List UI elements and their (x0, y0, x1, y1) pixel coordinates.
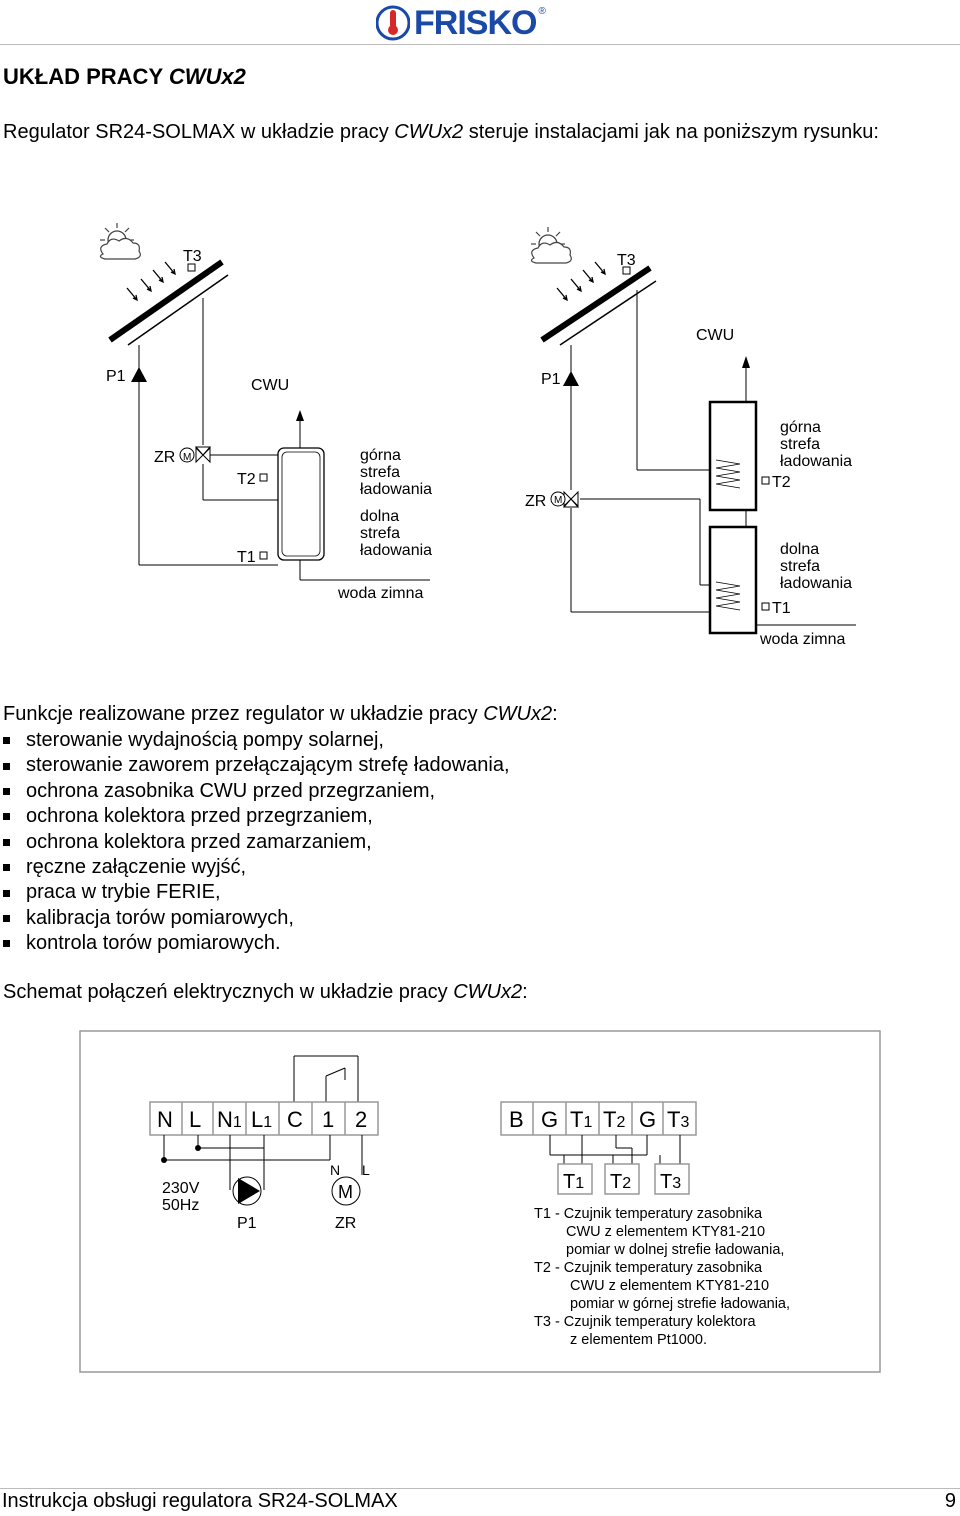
lower-tank (710, 527, 756, 633)
label-t1: T1 (237, 549, 256, 566)
junction-dot (195, 1145, 201, 1151)
supply-label: 230V 50Hz (162, 1180, 200, 1214)
schematic-intro-a: Schemat połączeń elektrycznych w układzie pracy (3, 981, 454, 1003)
functions-intro-a: Funkcje realizowane przez regulator w układzie pracy (3, 703, 484, 725)
sensor-box-t2: T2 (610, 1171, 632, 1193)
pump-p1-symbol (233, 1177, 261, 1205)
bullet-square-icon (3, 737, 10, 744)
title-mode: CWUx2 (168, 64, 246, 89)
label-m: M (183, 452, 192, 463)
sensor-box-t1: T1 (563, 1171, 585, 1193)
schematic-intro-mode: CWUx2 (453, 981, 523, 1003)
functions-list (0, 728, 510, 957)
pump-p1-icon (131, 367, 147, 382)
upper-zone-label: górna strefa ładowania (360, 447, 433, 498)
bullet-square-icon (3, 915, 10, 922)
upper-tank (710, 402, 756, 510)
pump-label: P1 (237, 1215, 257, 1232)
list-item: ochrona kolektora przed zamarzaniem, (0, 830, 510, 855)
page-title (3, 64, 246, 90)
sun-icon (531, 227, 571, 263)
functions-intro-b: : (552, 703, 558, 725)
diagram-1 (100, 223, 432, 602)
valve-n-label: N (330, 1162, 341, 1178)
brand-logo (376, 4, 546, 42)
solar-rays-icon (557, 262, 605, 300)
list-item: ochrona zasobnika CWU przed przegrzaniem, (0, 779, 510, 804)
terminal-n: N (157, 1107, 173, 1132)
terminal-g2: G (639, 1107, 657, 1132)
diagram-2 (525, 227, 856, 648)
terminal-t1: T1 (570, 1107, 593, 1132)
collector-back (560, 281, 656, 345)
list-item: praca w trybie FERIE, (0, 880, 510, 905)
lower-zone-label: dolna strefa ładowania (780, 541, 853, 592)
valve-m-label: M (338, 1182, 353, 1202)
terminal-n1: N1 (217, 1107, 242, 1132)
label-cold-water: woda zimna (760, 631, 846, 648)
page-number: 9 (944, 1490, 956, 1512)
footer-title: Instrukcja obsługi regulatora SR24-SOLMAX (2, 1490, 398, 1512)
bullet-square-icon (3, 864, 10, 871)
label-zr: ZR (525, 493, 547, 510)
label-t3: T3 (617, 252, 636, 269)
t2-sensor-icon (260, 474, 267, 481)
intro-text-a: Regulator SR24-SOLMAX w układzie pracy (3, 121, 395, 143)
list-item: ręczne załączenie wyjść, (0, 855, 510, 880)
header-divider (0, 44, 960, 45)
label-zr: ZR (154, 449, 176, 466)
power-terminal-strip (150, 1102, 378, 1135)
terminal-l: L (189, 1107, 202, 1132)
thermometer-logo-icon (376, 4, 410, 42)
terminal-l1: L1 (251, 1107, 273, 1132)
label-cold-water: woda zimna (338, 585, 424, 602)
intro-text-b: steruje instalacjami jak na poniższym rysunku: (463, 121, 879, 143)
solar-collector (110, 262, 222, 340)
title-prefix: UKŁAD PRACY (3, 64, 169, 89)
bullet-square-icon (3, 813, 10, 820)
label-t2: T2 (237, 471, 256, 488)
bullet-square-icon (3, 890, 10, 897)
junction-dot (161, 1157, 167, 1163)
schematic-frame (80, 1031, 880, 1372)
valve-label: ZR (335, 1215, 357, 1232)
list-item: ochrona kolektora przed przegrzaniem, (0, 804, 510, 829)
bullet-square-icon (3, 763, 10, 770)
label-t2: T2 (772, 474, 791, 491)
logo-text: FRISKO (414, 3, 537, 42)
intro-mode: CWUx2 (394, 121, 464, 143)
collector-back (128, 275, 228, 345)
sensor-boxes (558, 1164, 689, 1194)
sensor-terminal-strip (501, 1102, 696, 1135)
sensor-legend: T1 - Czujnik temperatury zasobnika CWU z elementem KTY81-210 pomiar w dolnej strefie ładowania, T2 - Czujnik temperatury zasobnika CWU z elementem KTY81-210 pomiar w górnej strefie ładowania, T3 - Czujnik temperatury kolektora z elementem Pt1000. (534, 1206, 791, 1348)
terminal-g: G (541, 1107, 559, 1132)
t3-sensor-icon (188, 264, 195, 271)
cwu-tank (278, 448, 324, 560)
valve-l-label: L (362, 1162, 370, 1178)
label-cwu: CWU (251, 377, 290, 394)
list-item: kontrola torów pomiarowych. (0, 931, 510, 956)
pump-p1-icon (563, 371, 579, 386)
wiring-schematic (0, 1025, 960, 1385)
label-cwu: CWU (696, 327, 735, 344)
t1-sensor-icon (762, 603, 769, 610)
t2-sensor-icon (762, 477, 769, 484)
list-item: sterowanie wydajnością pompy solarnej, (0, 728, 510, 753)
solar-collector (542, 268, 650, 340)
terminal-b: B (509, 1107, 524, 1132)
list-item: sterowanie zaworem przełączającym strefę ładowania, (0, 753, 510, 778)
label-p1: P1 (106, 368, 126, 385)
sun-icon (100, 223, 140, 259)
label-m: M (554, 495, 563, 506)
logo-registered-mark: ® (538, 6, 546, 17)
bullet-square-icon (3, 839, 10, 846)
solar-rays-icon (127, 262, 175, 300)
cwu-arrow-icon (742, 356, 750, 368)
list-item: kalibracja torów pomiarowych, (0, 906, 510, 931)
terminal-t3: T3 (667, 1107, 690, 1132)
cwu-arrow-icon (296, 410, 304, 421)
terminal-c: C (287, 1107, 303, 1132)
label-t1: T1 (772, 600, 791, 617)
label-t3: T3 (183, 248, 202, 265)
bullet-square-icon (3, 788, 10, 795)
functions-intro (3, 703, 558, 726)
terminal-1: 1 (322, 1107, 335, 1132)
footer-divider (0, 1488, 960, 1489)
bullet-square-icon (3, 940, 10, 947)
schematic-intro-b: : (522, 981, 528, 1003)
terminal-t2: T2 (603, 1107, 626, 1132)
schematic-intro (3, 981, 528, 1004)
label-p1: P1 (541, 371, 561, 388)
hydraulic-diagrams (0, 200, 960, 670)
upper-zone-label: górna strefa ładowania (780, 419, 853, 470)
intro-paragraph (3, 119, 958, 145)
sensor-box-t3: T3 (660, 1171, 682, 1193)
functions-intro-mode: CWUx2 (483, 703, 553, 725)
lower-zone-label: dolna strefa ładowania (360, 508, 433, 559)
t1-sensor-icon (260, 552, 267, 559)
terminal-2: 2 (355, 1107, 368, 1132)
